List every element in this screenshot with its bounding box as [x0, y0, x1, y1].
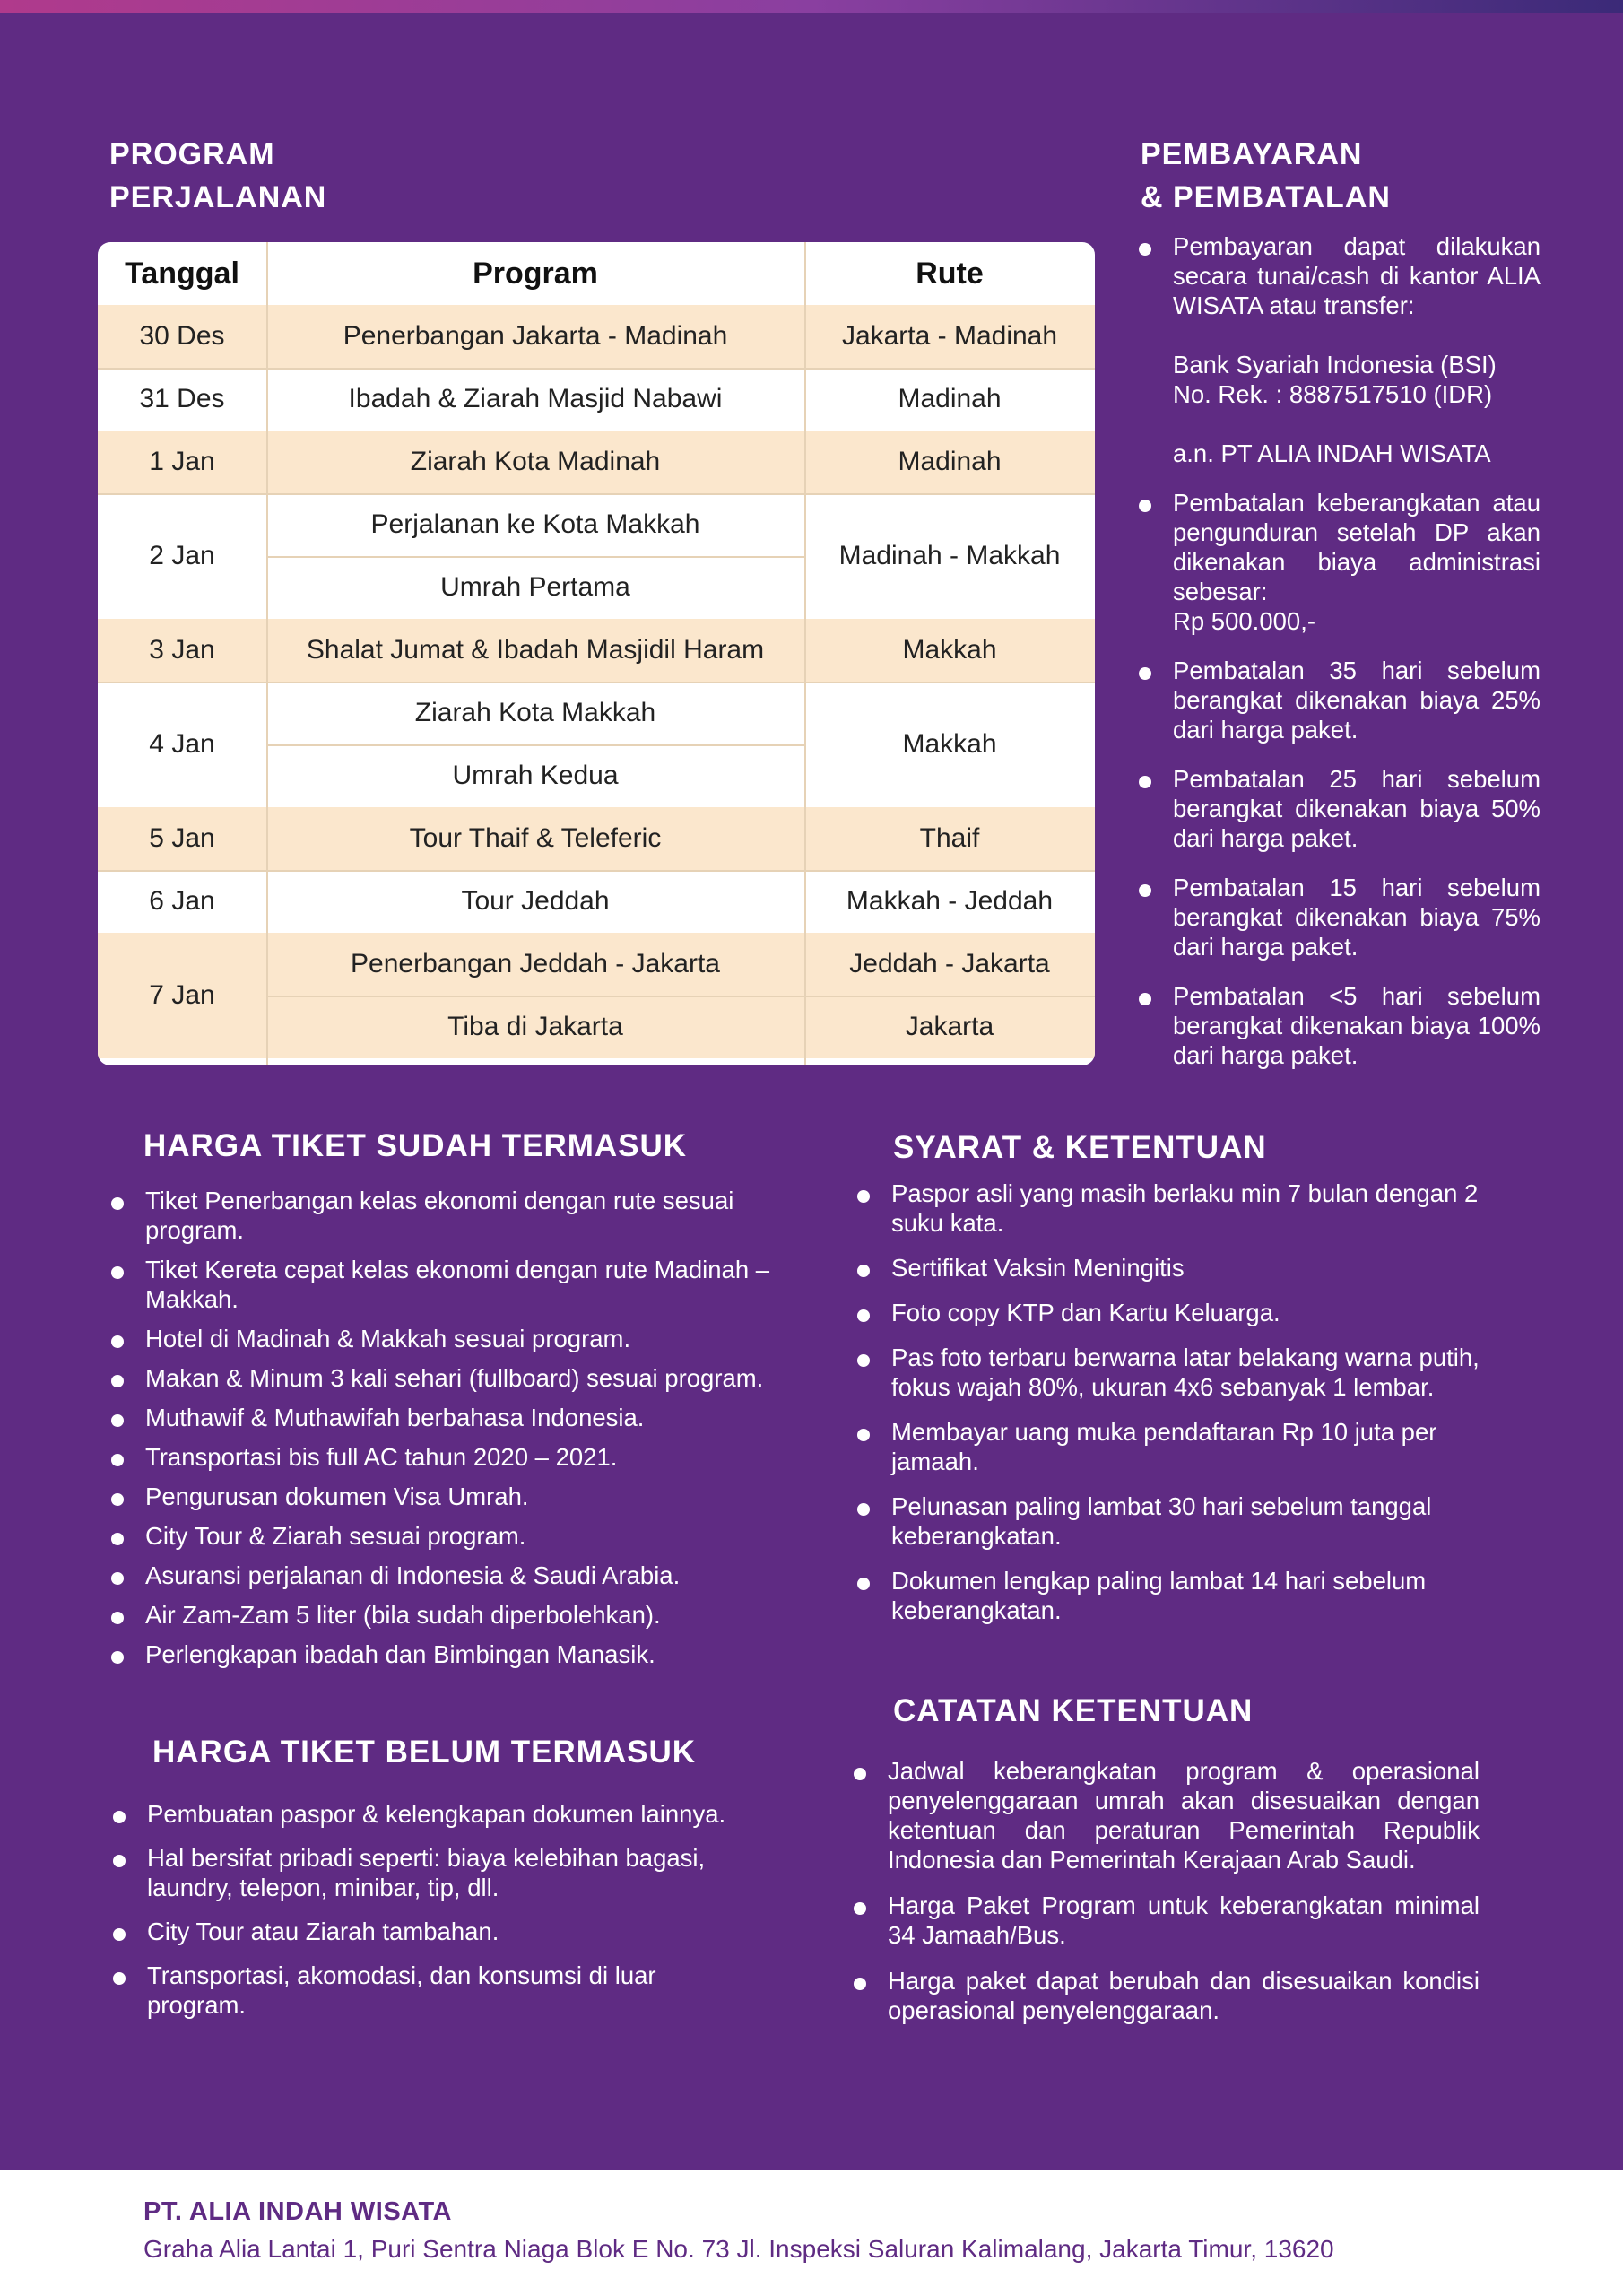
payment-list [1137, 231, 1541, 1090]
date-cell: 1 Jan [149, 447, 215, 476]
list-item: Pembatalan keberangkatan atau pengunduran setelah DP akan dikenakan biaya administrasi sebesar: Rp 500.000,- [1137, 488, 1541, 636]
list-item: Pembatalan <5 hari sebelum berangkat dikenakan biaya 100% dari harga paket. [1137, 981, 1541, 1070]
column-divider [266, 242, 268, 1065]
list-item: Foto copy KTP dan Kartu Keluarga. [855, 1298, 1519, 1327]
sub-row-divider [266, 556, 804, 558]
list-item: Harga Paket Program untuk keberangkatan minimal 34 Jamaah/Bus. [852, 1891, 1480, 1950]
route-cell: Jeddah - Jakarta [849, 949, 1050, 978]
table-row [98, 807, 1095, 870]
list-item: Pembayaran dapat dilakukan secara tunai/cash di kantor ALIA WISATA atau transfer: Bank Syariah Indonesia (BSI) No. Rek. : 8887517510 (IDR) a.n. PT ALIA INDAH WISATA [1137, 231, 1541, 468]
date-cell: 30 Des [139, 321, 225, 351]
program-cell: Penerbangan Jakarta - Madinah [343, 321, 728, 351]
program-cell: Shalat Jumat & Ibadah Masjidil Haram [306, 635, 765, 665]
route-cell: Madinah - Makkah [838, 541, 1061, 570]
date-cell: 4 Jan [149, 729, 215, 759]
list-item: Hal bersifat pribadi seperti: biaya kelebihan bagasi, laundry, telepon, minibar, tip, dll. [111, 1843, 757, 1902]
list-item: Pelunasan paling lambat 30 hari sebelum tanggal keberangkatan. [855, 1492, 1519, 1551]
top-gradient-bar [0, 0, 1623, 13]
table-row [98, 933, 1095, 1058]
footer-address: Graha Alia Lantai 1, Puri Sentra Niaga Blok E No. 73 Jl. Inspeksi Saluran Kalimalang, Jakarta Timur, 13620 [143, 2235, 1334, 2263]
excluded-list [111, 1799, 757, 2034]
program-cell: Penerbangan Jeddah - Jakarta [351, 949, 720, 978]
program-table [98, 242, 1095, 1065]
table-row [98, 305, 1095, 368]
table-row [98, 870, 1095, 933]
list-item: Pembuatan paspor & kelengkapan dokumen lainnya. [111, 1799, 757, 1829]
date-cell: 2 Jan [149, 541, 215, 570]
list-item: City Tour & Ziarah sesuai program. [109, 1521, 773, 1551]
table-header-tanggal: Tanggal [125, 256, 239, 291]
list-item: Pas foto terbaru berwarna latar belakang warna putih, fokus wajah 80%, ukuran 4x6 sebanyak 1 lembar. [855, 1343, 1519, 1402]
program-heading-line2: PERJALANAN [109, 180, 327, 214]
route-cell: Makkah - Jeddah [846, 886, 1054, 916]
date-cell: 6 Jan [149, 886, 215, 916]
list-item: Pembatalan 15 hari sebelum berangkat dikenakan biaya 75% dari harga paket. [1137, 873, 1541, 961]
list-item: Pembatalan 25 hari sebelum berangkat dikenakan biaya 50% dari harga paket. [1137, 764, 1541, 853]
footer [0, 2170, 1623, 2296]
route-cell: Jakarta [905, 1012, 994, 1041]
list-item: Makan & Minum 3 kali sehari (fullboard) sesuai program. [109, 1363, 773, 1393]
route-cell: Madinah [898, 447, 1002, 476]
payment-heading [1141, 133, 1391, 219]
list-item: Perlengkapan ibadah dan Bimbingan Manasik. [109, 1639, 773, 1669]
date-cell: 3 Jan [149, 635, 215, 665]
list-item: Pengurusan dokumen Visa Umrah. [109, 1482, 773, 1511]
table-row [98, 493, 1095, 619]
program-cell: Ibadah & Ziarah Masjid Nabawi [348, 384, 723, 413]
route-cell: Jakarta - Madinah [841, 321, 1058, 351]
list-item: City Tour atau Ziarah tambahan. [111, 1917, 757, 1946]
included-list [109, 1186, 773, 1679]
program-cell: Umrah Pertama [440, 572, 630, 602]
list-item: Jadwal keberangkatan program & operasional penyelenggaraan umrah akan disesuaikan dengan ketentuan dan peraturan Pemerintah Republik Indonesia dan Pemerintah Kerajaan Arab Saudi. [852, 1756, 1480, 1874]
list-item: Tiket Kereta cepat kelas ekonomi dengan rute Madinah – Makkah. [109, 1255, 773, 1314]
column-divider [804, 242, 806, 1065]
notes-title: CATATAN KETENTUAN [893, 1693, 1254, 1728]
terms-title: SYARAT & KETENTUAN [893, 1130, 1267, 1165]
payment-heading-line2: & PEMBATALAN [1141, 180, 1391, 214]
table-row [98, 682, 1095, 807]
list-item: Air Zam-Zam 5 liter (bila sudah diperbolehkan). [109, 1600, 773, 1630]
table-row [98, 619, 1095, 682]
program-heading-line1: PROGRAM [109, 137, 275, 171]
date-cell: 5 Jan [149, 823, 215, 853]
program-cell: Tour Thaif & Teleferic [409, 823, 662, 853]
program-cell: Ziarah Kota Makkah [414, 698, 656, 727]
list-item: Sertifikat Vaksin Meningitis [855, 1253, 1519, 1283]
list-item: Paspor asli yang masih berlaku min 7 bulan dengan 2 suku kata. [855, 1178, 1519, 1238]
route-cell: Madinah [898, 384, 1002, 413]
table-row [98, 368, 1095, 430]
list-item: Harga paket dapat berubah dan disesuaikan kondisi operasional penyelenggaraan. [852, 1966, 1480, 2025]
terms-list [855, 1178, 1519, 1640]
list-item: Transportasi bis full AC tahun 2020 – 2021. [109, 1442, 773, 1472]
list-item: Membayar uang muka pendaftaran Rp 10 juta per jamaah. [855, 1417, 1519, 1476]
list-item: Hotel di Madinah & Makkah sesuai program. [109, 1324, 773, 1353]
route-cell: Makkah [902, 729, 997, 759]
excluded-title: HARGA TIKET BELUM TERMASUK [152, 1735, 697, 1770]
date-cell: 31 Des [139, 384, 225, 413]
list-item: Asuransi perjalanan di Indonesia & Saudi Arabia. [109, 1561, 773, 1590]
sub-row-divider [266, 744, 804, 746]
program-cell: Tiba di Jakarta [447, 1012, 623, 1041]
program-cell: Perjalanan ke Kota Makkah [370, 509, 700, 539]
route-cell: Makkah [902, 635, 997, 665]
table-header-rute: Rute [916, 256, 984, 291]
footer-company: PT. ALIA INDAH WISATA [143, 2197, 452, 2226]
list-item: Pembatalan 35 hari sebelum berangkat dikenakan biaya 25% dari harga paket. [1137, 656, 1541, 744]
payment-heading-line1: PEMBAYARAN [1141, 137, 1363, 171]
table-header-program: Program [473, 256, 598, 291]
list-item: Dokumen lengkap paling lambat 14 hari sebelum keberangkatan. [855, 1566, 1519, 1625]
list-item: Muthawif & Muthawifah berbahasa Indonesia. [109, 1403, 773, 1432]
list-item: Transportasi, akomodasi, dan konsumsi di luar program. [111, 1961, 757, 2020]
list-item: Tiket Penerbangan kelas ekonomi dengan rute sesuai program. [109, 1186, 773, 1245]
notes-list [852, 1756, 1480, 2041]
program-cell: Umrah Kedua [452, 761, 619, 790]
included-title: HARGA TIKET SUDAH TERMASUK [143, 1128, 688, 1163]
route-cell: Thaif [919, 823, 980, 853]
table-row [98, 430, 1095, 493]
date-cell: 7 Jan [149, 980, 215, 1010]
program-cell: Ziarah Kota Madinah [410, 447, 661, 476]
program-cell: Tour Jeddah [461, 886, 610, 916]
program-heading [109, 133, 326, 219]
